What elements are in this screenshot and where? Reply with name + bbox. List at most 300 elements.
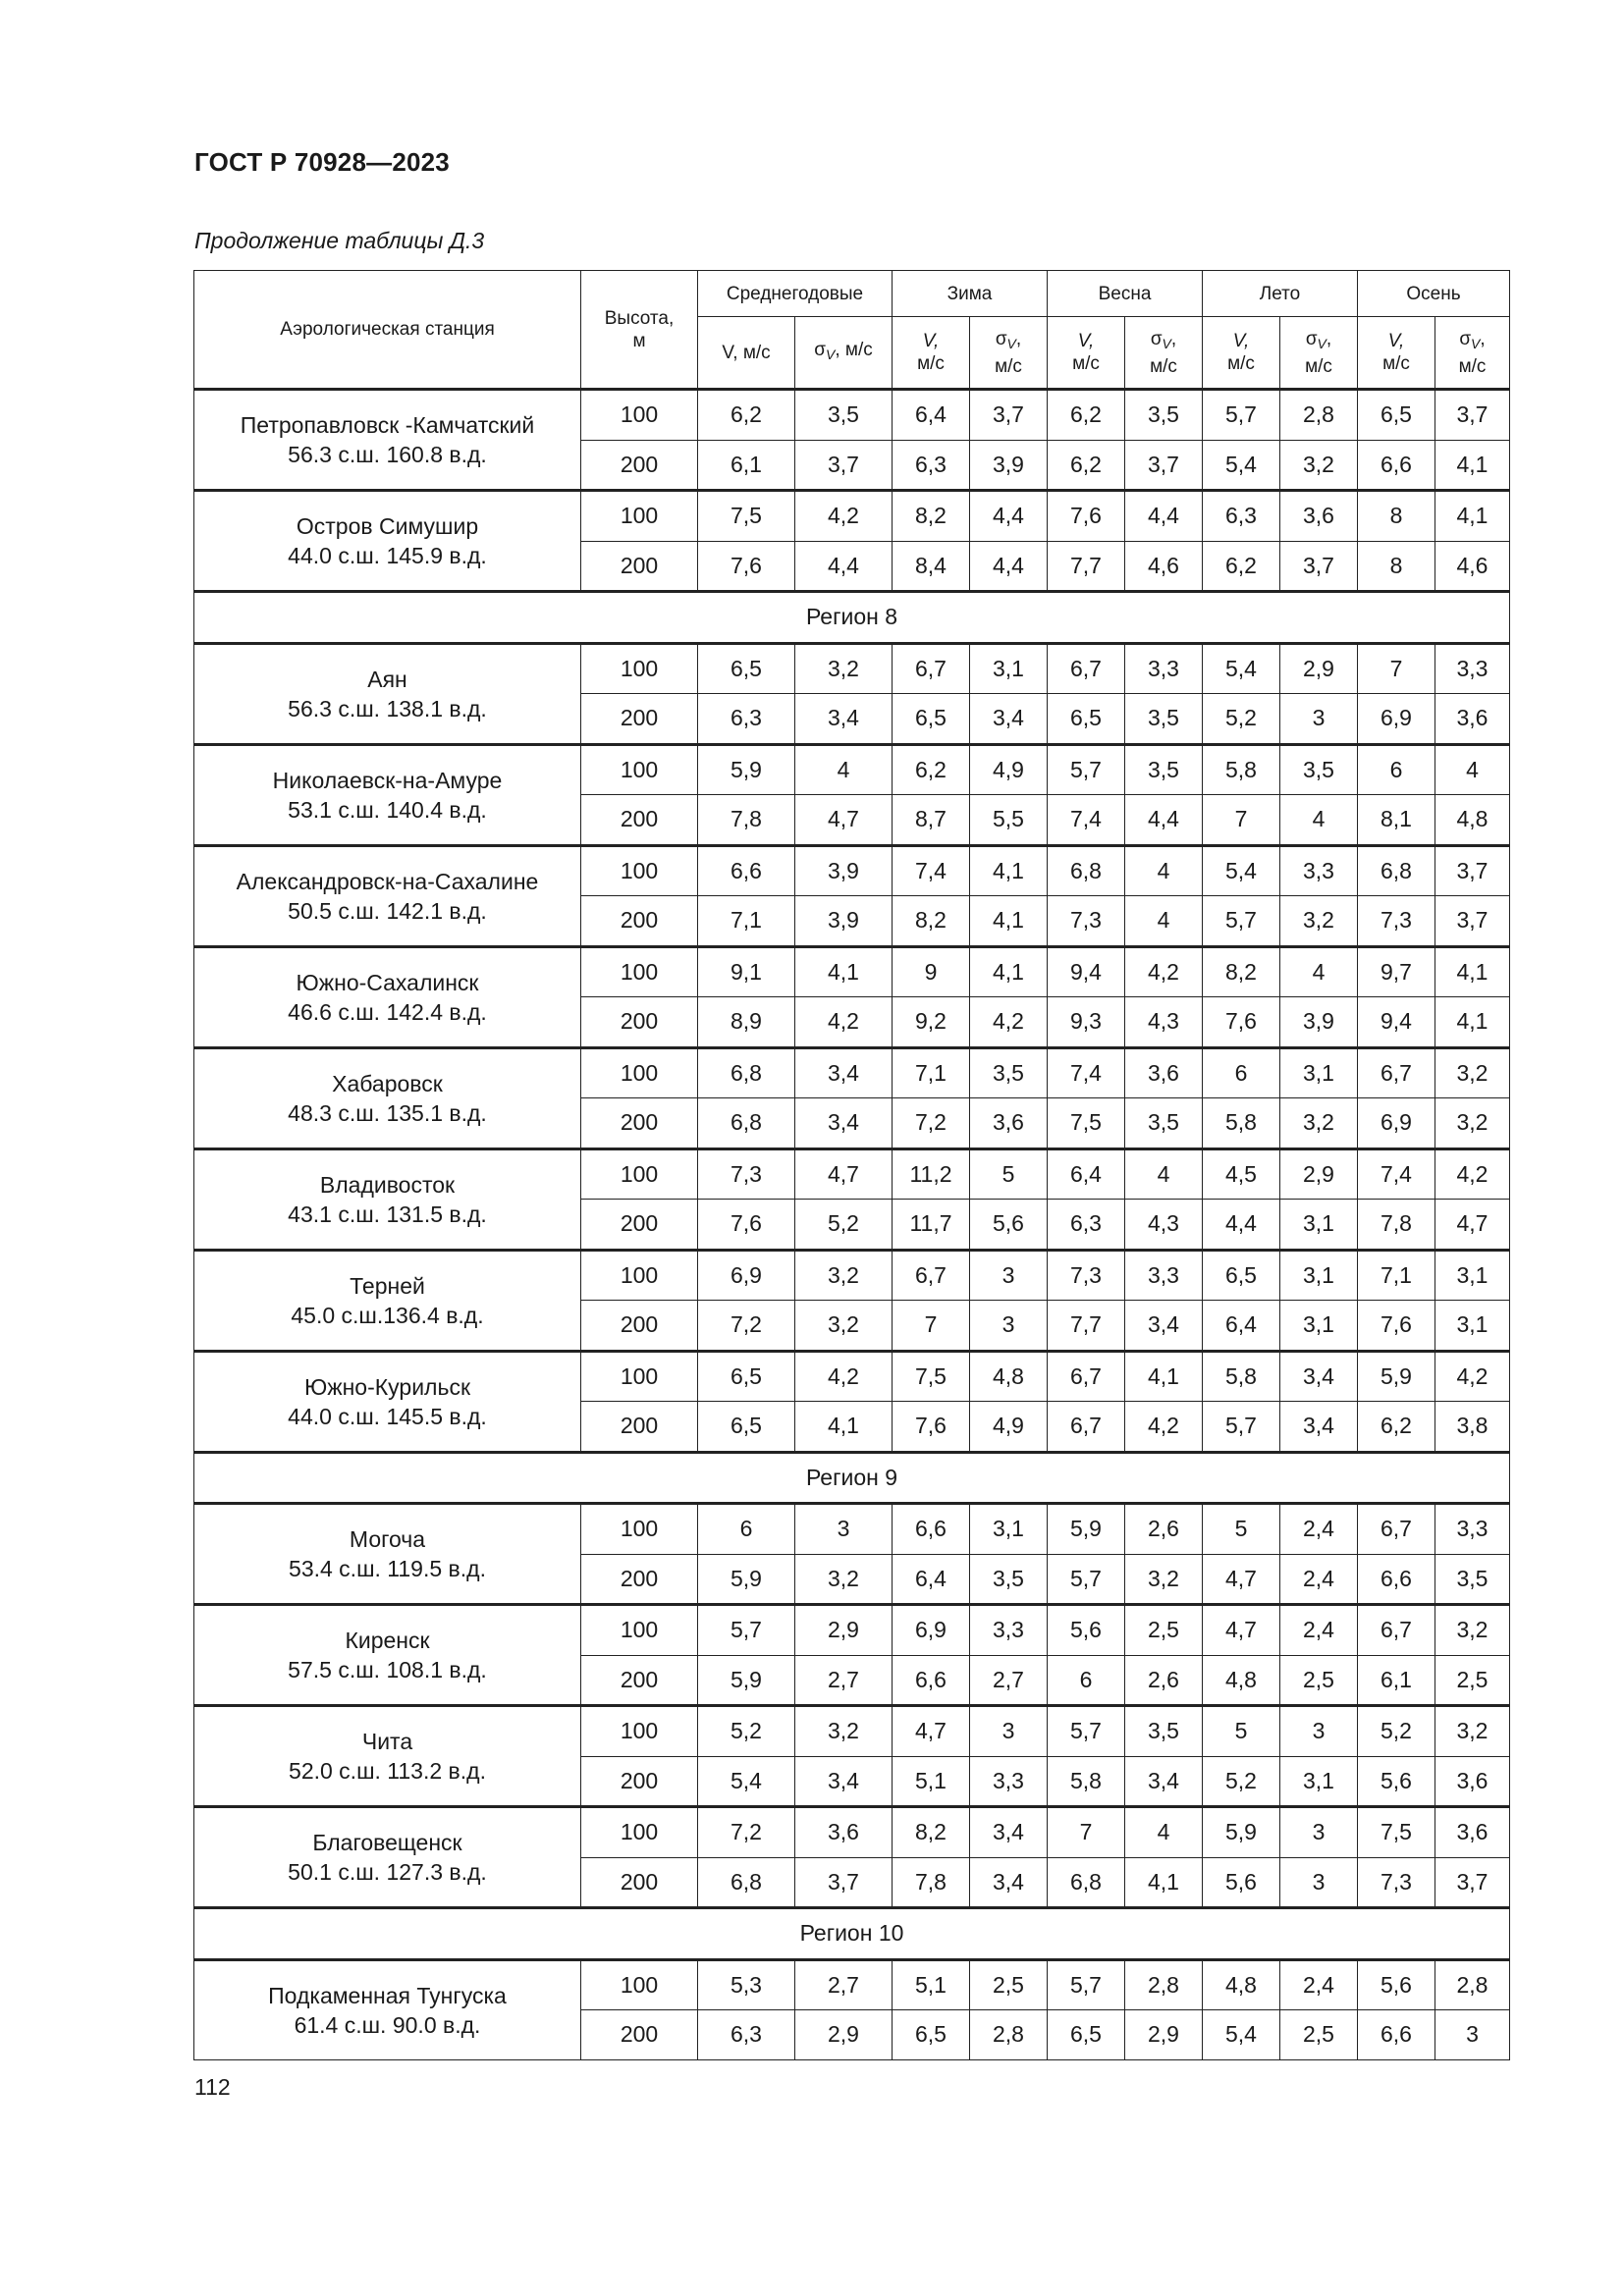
value-cell: 6,5 <box>698 1402 795 1453</box>
header-sigma-unit: , м/с <box>835 340 873 360</box>
header-unit: м/с <box>995 355 1022 377</box>
value-cell: 3,6 <box>1125 1047 1203 1098</box>
value-cell: 6,5 <box>1358 390 1435 441</box>
header-v-4 <box>1358 317 1435 390</box>
value-cell: 4,2 <box>1435 1351 1510 1402</box>
value-cell: 7,5 <box>893 1351 970 1402</box>
value-cell: 3 <box>970 1706 1048 1757</box>
value-cell: 4,7 <box>1203 1605 1280 1656</box>
station-coords: 57.5 с.ш. 108.1 в.д. <box>288 1657 487 1682</box>
height-cell: 200 <box>581 1200 698 1251</box>
value-cell: 4 <box>1435 744 1510 795</box>
station-coords: 45.0 с.ш.136.4 в.д. <box>291 1302 484 1328</box>
value-cell: 3,8 <box>1435 1402 1510 1453</box>
value-cell: 7,6 <box>1048 491 1125 542</box>
value-cell: 3,7 <box>795 440 893 491</box>
station-coords: 44.0 с.ш. 145.5 в.д. <box>288 1403 487 1429</box>
value-cell: 6,9 <box>1358 1098 1435 1149</box>
value-cell: 11,2 <box>893 1148 970 1200</box>
value-cell: 3,3 <box>970 1756 1048 1807</box>
header-sigma-symbol: σ <box>995 328 1007 349</box>
station-name: Владивосток <box>319 1171 456 1198</box>
header-unit: м/с <box>917 353 945 374</box>
value-cell: 7,7 <box>1048 541 1125 592</box>
table-caption: Продолжение таблицы Д.3 <box>194 228 485 253</box>
header-sigma-symbol: σ <box>1305 328 1318 349</box>
value-cell: 3,9 <box>795 896 893 947</box>
header-sigma-2 <box>1125 317 1203 390</box>
value-cell: 2,4 <box>1280 1959 1358 2010</box>
value-cell: 3,3 <box>1280 845 1358 896</box>
value-cell: 3,2 <box>795 1301 893 1352</box>
value-cell: 3,6 <box>970 1098 1048 1149</box>
value-cell: 5,8 <box>1203 1098 1280 1149</box>
value-cell: 2,9 <box>1125 2010 1203 2060</box>
value-cell: 2,8 <box>1125 1959 1203 2010</box>
value-cell: 5,4 <box>1203 845 1280 896</box>
value-cell: 4 <box>1125 1148 1203 1200</box>
value-cell: 6,6 <box>1358 1554 1435 1605</box>
value-cell: 4,1 <box>1435 997 1510 1048</box>
value-cell: 3,5 <box>1125 744 1203 795</box>
station-coords: 56.3 с.ш. 160.8 в.д. <box>288 442 487 467</box>
value-cell: 4,9 <box>970 1402 1048 1453</box>
value-cell: 6,2 <box>698 390 795 441</box>
table-row <box>194 1148 1510 1200</box>
value-cell: 4,1 <box>795 946 893 997</box>
value-cell: 4,4 <box>1125 795 1203 846</box>
station-coords: 53.4 с.ш. 119.5 в.д. <box>289 1556 486 1581</box>
value-cell: 6,8 <box>1048 845 1125 896</box>
region-row <box>194 592 1510 644</box>
station-coords: 53.1 с.ш. 140.4 в.д. <box>288 796 487 823</box>
value-cell: 5,8 <box>1203 1351 1280 1402</box>
height-cell: 200 <box>581 1098 698 1149</box>
station-cell <box>194 1706 581 1807</box>
value-cell: 6,3 <box>893 440 970 491</box>
value-cell: 3,2 <box>1435 1706 1510 1757</box>
header-sigma-symbol: σ <box>814 340 826 360</box>
value-cell: 4,7 <box>1203 1554 1280 1605</box>
value-cell: 3 <box>1280 694 1358 745</box>
value-cell: 6,4 <box>1048 1148 1125 1200</box>
value-cell: 7,6 <box>698 1200 795 1251</box>
value-cell: 3,2 <box>795 1706 893 1757</box>
value-cell: 3,1 <box>1435 1301 1510 1352</box>
value-cell: 7,1 <box>1358 1250 1435 1301</box>
height-cell: 200 <box>581 896 698 947</box>
value-cell: 8,1 <box>1358 795 1435 846</box>
value-cell: 6,7 <box>1048 1351 1125 1402</box>
value-cell: 2,7 <box>970 1655 1048 1706</box>
station-name: Южно-Курильск <box>303 1373 471 1400</box>
value-cell: 3,4 <box>970 694 1048 745</box>
value-cell: 6 <box>1048 1655 1125 1706</box>
header-height: Высота, м <box>581 271 698 390</box>
value-cell: 6,5 <box>893 694 970 745</box>
value-cell: 2,9 <box>795 1605 893 1656</box>
region-label: Регион 8 <box>194 592 1510 644</box>
height-cell: 200 <box>581 1655 698 1706</box>
value-cell: 3,9 <box>795 845 893 896</box>
station-coords: 44.0 с.ш. 145.9 в.д. <box>288 543 487 568</box>
value-cell: 8,2 <box>893 1807 970 1858</box>
value-cell: 6,5 <box>1048 2010 1125 2060</box>
value-cell: 3,1 <box>1280 1301 1358 1352</box>
value-cell: 3,1 <box>970 1504 1048 1555</box>
value-cell: 3,6 <box>1280 491 1358 542</box>
value-cell: 5,6 <box>970 1200 1048 1251</box>
value-cell: 3,9 <box>1280 997 1358 1048</box>
value-cell: 6,8 <box>698 1857 795 1908</box>
station-cell <box>194 643 581 744</box>
header-v-1 <box>893 317 970 390</box>
value-cell: 4,1 <box>970 946 1048 997</box>
value-cell: 3,2 <box>1280 440 1358 491</box>
value-cell: 6 <box>698 1504 795 1555</box>
station-cell <box>194 744 581 845</box>
value-cell: 5,2 <box>1358 1706 1435 1757</box>
value-cell: 4,7 <box>795 1148 893 1200</box>
value-cell: 9,4 <box>1048 946 1125 997</box>
value-cell: 2,4 <box>1280 1605 1358 1656</box>
value-cell: 6,2 <box>893 744 970 795</box>
value-cell: 8,2 <box>893 491 970 542</box>
value-cell: 6,5 <box>698 1351 795 1402</box>
value-cell: 8,2 <box>893 896 970 947</box>
value-cell: 6,3 <box>698 2010 795 2060</box>
value-cell: 7 <box>1048 1807 1125 1858</box>
value-cell: 4,7 <box>893 1706 970 1757</box>
header-unit: м/с <box>1305 355 1332 377</box>
region-row <box>194 1908 1510 1960</box>
value-cell: 4 <box>1280 946 1358 997</box>
value-cell: 6,4 <box>1203 1301 1280 1352</box>
value-cell: 8,7 <box>893 795 970 846</box>
value-cell: 3,7 <box>1435 896 1510 947</box>
value-cell: 3,4 <box>970 1857 1048 1908</box>
value-cell: 6,8 <box>698 1098 795 1149</box>
value-cell: 5,7 <box>1048 1554 1125 1605</box>
station-cell <box>194 1605 581 1706</box>
station-cell <box>194 491 581 592</box>
value-cell: 5,2 <box>698 1706 795 1757</box>
value-cell: 6,4 <box>893 1554 970 1605</box>
value-cell: 7,8 <box>1358 1200 1435 1251</box>
value-cell: 3,4 <box>1280 1351 1358 1402</box>
value-cell: 7,4 <box>1358 1148 1435 1200</box>
value-cell: 8,4 <box>893 541 970 592</box>
value-cell: 5,7 <box>1048 744 1125 795</box>
value-cell: 6,7 <box>893 643 970 694</box>
value-cell: 9,3 <box>1048 997 1125 1048</box>
value-cell: 4,1 <box>970 896 1048 947</box>
value-cell: 2,6 <box>1125 1504 1203 1555</box>
value-cell: 4 <box>1125 896 1203 947</box>
header-station: Аэрологическая станция <box>194 271 581 390</box>
header-sigma-symbol: σ <box>1459 328 1472 349</box>
station-name: Благовещенск <box>312 1830 462 1855</box>
value-cell: 5,7 <box>698 1605 795 1656</box>
value-cell: 6 <box>1203 1047 1280 1098</box>
station-coords: 48.3 с.ш. 135.1 в.д. <box>288 1099 487 1126</box>
height-cell: 100 <box>581 845 698 896</box>
value-cell: 5,9 <box>1048 1504 1125 1555</box>
height-cell: 100 <box>581 1351 698 1402</box>
value-cell: 6,9 <box>698 1250 795 1301</box>
header-unit: м/с <box>1072 353 1100 374</box>
value-cell: 7 <box>1203 795 1280 846</box>
value-cell: 3,6 <box>1435 1807 1510 1858</box>
station-name: Остров Симушир <box>296 513 479 539</box>
value-cell: 6,7 <box>1358 1047 1435 1098</box>
value-cell: 7,4 <box>1048 1047 1125 1098</box>
value-cell: 8,2 <box>1203 946 1280 997</box>
value-cell: 5,3 <box>698 1959 795 2010</box>
value-cell: 3,5 <box>1280 744 1358 795</box>
value-cell: 5,4 <box>1203 2010 1280 2060</box>
value-cell: 4,6 <box>1435 541 1510 592</box>
document-header: ГОСТ Р 70928—2023 <box>194 147 450 177</box>
value-cell: 2,8 <box>1280 390 1358 441</box>
value-cell: 4,2 <box>1125 946 1203 997</box>
value-cell: 4,1 <box>1125 1351 1203 1402</box>
value-cell: 3,7 <box>1435 1857 1510 1908</box>
height-cell: 200 <box>581 1756 698 1807</box>
value-cell: 7,4 <box>1048 795 1125 846</box>
value-cell: 3,5 <box>1125 1098 1203 1149</box>
value-cell: 4,1 <box>795 1402 893 1453</box>
table-row <box>194 845 1510 896</box>
header-unit: м/с <box>1150 355 1177 377</box>
value-cell: 5,9 <box>698 1655 795 1706</box>
station-coords: 43.1 с.ш. 131.5 в.д. <box>288 1201 487 1227</box>
value-cell: 3,5 <box>970 1554 1048 1605</box>
header-group-summer: Лето <box>1203 271 1358 317</box>
height-cell: 200 <box>581 694 698 745</box>
value-cell: 3,4 <box>795 1047 893 1098</box>
region-row <box>194 1452 1510 1504</box>
value-cell: 2,6 <box>1125 1655 1203 1706</box>
value-cell: 8 <box>1358 541 1435 592</box>
value-cell: 2,5 <box>1280 1655 1358 1706</box>
value-cell: 2,9 <box>1280 1148 1358 1200</box>
station-coords: 46.6 с.ш. 142.4 в.д. <box>288 998 487 1025</box>
value-cell: 3 <box>1280 1857 1358 1908</box>
height-cell: 100 <box>581 1148 698 1200</box>
value-cell: 4,2 <box>970 997 1048 1048</box>
value-cell: 9,2 <box>893 997 970 1048</box>
station-name: Николаевск-на-Амуре <box>272 767 503 793</box>
value-cell: 6,9 <box>1358 694 1435 745</box>
station-name: Терней <box>350 1272 425 1299</box>
station-cell <box>194 1959 581 2059</box>
value-cell: 5,9 <box>698 1554 795 1605</box>
value-cell: 6 <box>1358 744 1435 795</box>
value-cell: 6,8 <box>698 1047 795 1098</box>
value-cell: 7,4 <box>893 845 970 896</box>
height-cell: 200 <box>581 795 698 846</box>
header-unit: м/с <box>1227 353 1255 374</box>
value-cell: 5 <box>1203 1706 1280 1757</box>
value-cell: 6,5 <box>1048 694 1125 745</box>
header-v-symbol: V, <box>922 331 940 351</box>
header-sigma-symbol: σ <box>1150 328 1163 349</box>
station-cell <box>194 946 581 1047</box>
station-coords: 61.4 с.ш. 90.0 в.д. <box>294 2011 481 2038</box>
header-sigma-3 <box>1280 317 1358 390</box>
table-row <box>194 643 1510 694</box>
value-cell: 5,5 <box>970 795 1048 846</box>
value-cell: 3,2 <box>1280 1098 1358 1149</box>
value-cell: 5,7 <box>1048 1706 1125 1757</box>
height-cell: 100 <box>581 1959 698 2010</box>
height-cell: 200 <box>581 1402 698 1453</box>
value-cell: 3,6 <box>795 1807 893 1858</box>
height-cell: 100 <box>581 491 698 542</box>
value-cell: 3,5 <box>795 390 893 441</box>
value-cell: 3,4 <box>795 1098 893 1149</box>
station-name: Подкаменная Тунгуска <box>268 1982 507 2008</box>
value-cell: 2,7 <box>795 1655 893 1706</box>
value-cell: 6,3 <box>698 694 795 745</box>
value-cell: 3,1 <box>1280 1200 1358 1251</box>
height-cell: 100 <box>581 1504 698 1555</box>
value-cell: 4,1 <box>970 845 1048 896</box>
value-cell: 6,6 <box>893 1504 970 1555</box>
height-cell: 100 <box>581 1605 698 1656</box>
value-cell: 7,8 <box>698 795 795 846</box>
value-cell: 6,6 <box>698 845 795 896</box>
value-cell: 7,3 <box>1048 896 1125 947</box>
value-cell: 3,1 <box>970 643 1048 694</box>
value-cell: 8 <box>1358 491 1435 542</box>
value-cell: 5,6 <box>1358 1756 1435 1807</box>
value-cell: 7,6 <box>1358 1301 1435 1352</box>
value-cell: 4,8 <box>1435 795 1510 846</box>
value-cell: 7,6 <box>698 541 795 592</box>
value-cell: 6,2 <box>1203 541 1280 592</box>
station-cell <box>194 1807 581 1908</box>
value-cell: 6,7 <box>1358 1605 1435 1656</box>
value-cell: 2,9 <box>795 2010 893 2060</box>
header-group-winter: Зима <box>893 271 1048 317</box>
value-cell: 7,6 <box>1203 997 1280 1048</box>
station-cell <box>194 845 581 946</box>
height-cell: 200 <box>581 1857 698 1908</box>
station-name: Чита <box>361 1729 413 1754</box>
header-group-spring: Весна <box>1048 271 1203 317</box>
value-cell: 6,7 <box>1048 643 1125 694</box>
value-cell: 2,9 <box>1280 643 1358 694</box>
station-cell <box>194 1504 581 1605</box>
value-cell: 3 <box>970 1250 1048 1301</box>
value-cell: 6,5 <box>893 2010 970 2060</box>
table-row <box>194 390 1510 441</box>
value-cell: 5,8 <box>1048 1756 1125 1807</box>
value-cell: 5,7 <box>1203 390 1280 441</box>
value-cell: 4,4 <box>1125 491 1203 542</box>
table-row <box>194 1351 1510 1402</box>
value-cell: 6,1 <box>698 440 795 491</box>
value-cell: 5,4 <box>1203 643 1280 694</box>
value-cell: 7,3 <box>1358 896 1435 947</box>
value-cell: 3,3 <box>1125 643 1203 694</box>
value-cell: 3,5 <box>970 1047 1048 1098</box>
value-cell: 3,1 <box>1435 1250 1510 1301</box>
table-row <box>194 946 1510 997</box>
header-sigma-comma: , <box>1170 328 1177 349</box>
value-cell: 3,4 <box>970 1807 1048 1858</box>
value-cell: 7,8 <box>893 1857 970 1908</box>
page-number: 112 <box>194 2074 231 2100</box>
value-cell: 3 <box>1280 1706 1358 1757</box>
value-cell: 4,4 <box>795 541 893 592</box>
value-cell: 2,8 <box>970 2010 1048 2060</box>
value-cell: 6,2 <box>1048 390 1125 441</box>
value-cell: 7,2 <box>698 1807 795 1858</box>
header-sigma-4 <box>1435 317 1510 390</box>
value-cell: 6,4 <box>893 390 970 441</box>
value-cell: 9,7 <box>1358 946 1435 997</box>
value-cell: 4,8 <box>970 1351 1048 1402</box>
table-row <box>194 1959 1510 2010</box>
value-cell: 5,2 <box>795 1200 893 1251</box>
value-cell: 7,2 <box>893 1098 970 1149</box>
station-name: Киренск <box>345 1628 430 1653</box>
header-sigma-subscript: V <box>1317 335 1326 351</box>
value-cell: 4,7 <box>795 795 893 846</box>
value-cell: 3,4 <box>1125 1756 1203 1807</box>
height-cell: 100 <box>581 744 698 795</box>
value-cell: 3,1 <box>1280 1047 1358 1098</box>
value-cell: 5,7 <box>1203 1402 1280 1453</box>
value-cell: 3,7 <box>1435 845 1510 896</box>
value-cell: 3,1 <box>1280 1250 1358 1301</box>
header-group-autumn: Осень <box>1358 271 1510 317</box>
height-cell: 100 <box>581 946 698 997</box>
value-cell: 3,2 <box>1435 1047 1510 1098</box>
height-cell: 100 <box>581 390 698 441</box>
value-cell: 3,4 <box>795 694 893 745</box>
region-label: Регион 10 <box>194 1908 1510 1960</box>
value-cell: 2,4 <box>1280 1554 1358 1605</box>
value-cell: 2,5 <box>1280 2010 1358 2060</box>
value-cell: 3 <box>1435 2010 1510 2060</box>
header-group-annual: Среднегодовые <box>698 271 893 317</box>
value-cell: 7,5 <box>1358 1807 1435 1858</box>
value-cell: 5,6 <box>1358 1959 1435 2010</box>
value-cell: 6,1 <box>1358 1655 1435 1706</box>
table-row <box>194 491 1510 542</box>
header-sigma-subscript: V <box>825 347 836 362</box>
value-cell: 6,5 <box>698 643 795 694</box>
value-cell: 6,6 <box>1358 440 1435 491</box>
value-cell: 2,5 <box>1125 1605 1203 1656</box>
height-cell: 100 <box>581 1250 698 1301</box>
height-cell: 200 <box>581 541 698 592</box>
header-v-symbol: V, <box>1387 331 1405 351</box>
table-body <box>194 390 1510 2060</box>
station-name: Петропавловск -Камчатский <box>240 412 535 438</box>
value-cell: 3,5 <box>1125 390 1203 441</box>
value-cell: 4,3 <box>1125 997 1203 1048</box>
region-label: Регион 9 <box>194 1452 1510 1504</box>
value-cell: 4,1 <box>1125 1857 1203 1908</box>
value-cell: 5 <box>970 1148 1048 1200</box>
value-cell: 3,6 <box>1435 1756 1510 1807</box>
value-cell: 3,7 <box>1435 390 1510 441</box>
